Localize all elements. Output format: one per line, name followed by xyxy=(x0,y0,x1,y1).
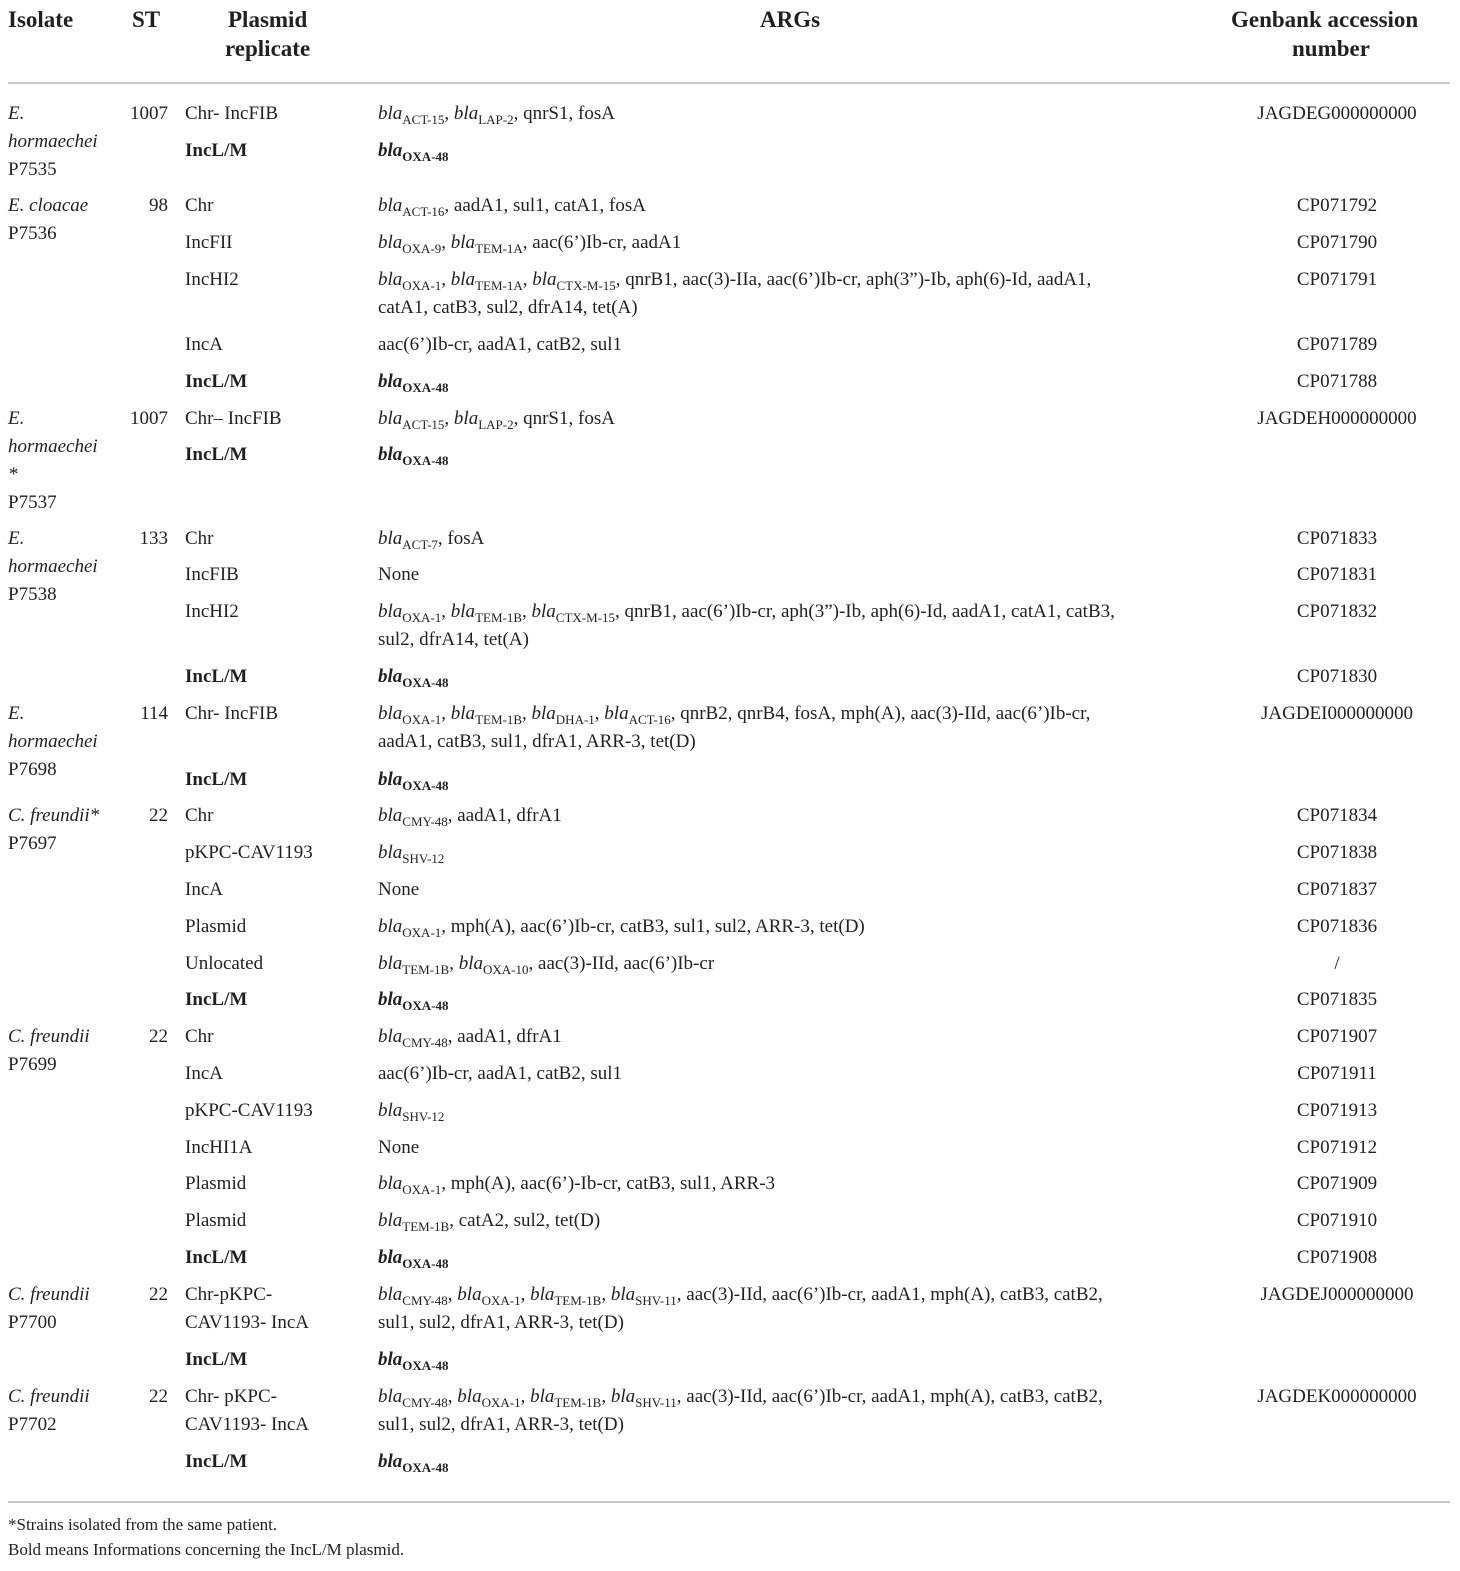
gene-subscript: OXA-48 xyxy=(402,453,449,469)
isolate-name: P7535 xyxy=(8,159,57,180)
gene-prefix: bla xyxy=(378,666,403,688)
gene-subscript: TEM-1A xyxy=(475,277,523,293)
plasmid-replicate: IncL/M xyxy=(185,1246,248,1268)
gene-subscript: OXA-1 xyxy=(481,1394,521,1410)
gene-list-text: , xyxy=(444,407,454,429)
plasmid-replicate: Chr- IncFIB xyxy=(185,703,279,725)
gene-subscript: CTX-M-15 xyxy=(555,610,616,626)
gene-subscript: CMY-48 xyxy=(402,1394,448,1410)
gene-list-text: aadA1, catB3, sul1, dfrA1, ARR-3, tet(D) xyxy=(378,731,696,753)
isolate-name: E. cloacae xyxy=(8,195,89,216)
isolate-name: P7702 xyxy=(8,1413,57,1435)
gene-prefix: bla xyxy=(378,1283,403,1305)
gene-subscript: LAP-2 xyxy=(478,416,514,432)
gene-list-text: , xyxy=(522,268,533,290)
genbank-accession: CP071831 xyxy=(1296,564,1378,586)
gene-list-text: , xyxy=(447,1283,458,1305)
header-accession-line2: number xyxy=(1292,36,1370,61)
sequence-type: 22 xyxy=(149,1283,168,1305)
plasmid-replicate: IncL/M xyxy=(185,444,248,466)
args-cell xyxy=(378,229,681,257)
gene-list-text: , aac(3)-IId, aac(6’)Ib-cr, aadA1, mph(A), catB3, catB2, xyxy=(676,1283,1103,1305)
genbank-accession: CP071913 xyxy=(1296,1099,1378,1121)
gene-prefix: bla xyxy=(457,1283,482,1305)
genbank-accession: CP071836 xyxy=(1296,915,1378,937)
genbank-accession: JAGDEK000000000 xyxy=(1257,1385,1417,1407)
gene-prefix: bla xyxy=(530,1283,555,1305)
gene-list-text: , qnrS1, fosA xyxy=(513,407,615,429)
plasmid-replicate: IncL/M xyxy=(185,666,248,688)
plasmid-replicate: IncA xyxy=(185,333,223,355)
gene-list-text: None xyxy=(378,564,420,586)
gene-prefix: bla xyxy=(378,1385,403,1407)
plasmid-replicate: Plasmid xyxy=(185,915,247,937)
gene-subscript: LAP-2 xyxy=(478,112,514,127)
args-cell xyxy=(378,1023,562,1051)
gene-subscript: DHA-1 xyxy=(555,712,595,728)
plasmid-replicate: IncL/M xyxy=(185,768,248,790)
gene-prefix: bla xyxy=(378,1349,403,1370)
args-cell xyxy=(378,1207,600,1235)
gene-subscript: SHV-11 xyxy=(635,1292,677,1308)
gene-subscript: OXA-48 xyxy=(402,148,449,164)
gene-prefix: bla xyxy=(378,407,403,429)
header-isolate: Isolate xyxy=(8,7,74,32)
args-cell xyxy=(378,1346,449,1374)
gene-prefix: bla xyxy=(378,768,403,790)
genbank-accession: CP071911 xyxy=(1297,1062,1377,1084)
gene-subscript: CMY-48 xyxy=(402,814,448,830)
genbank-accession: JAGDEG000000000 xyxy=(1257,103,1417,124)
gene-subscript: TEM-1B xyxy=(402,1219,450,1235)
isolate-name: P7537 xyxy=(8,491,57,513)
isolate-name: P7697 xyxy=(8,833,57,855)
gene-subscript: OXA-1 xyxy=(402,712,442,728)
gene-subscript: ACT-15 xyxy=(402,416,445,432)
args-cell xyxy=(378,1448,449,1476)
sequence-type: 1007 xyxy=(130,407,168,429)
gene-prefix: bla xyxy=(378,1246,403,1268)
footnote-patient: *Strains isolated from the same patient. xyxy=(8,1515,278,1534)
header-st: ST xyxy=(132,7,161,32)
plasmid-replicate: IncHI2 xyxy=(185,268,239,290)
genbank-accession: CP071791 xyxy=(1296,268,1378,290)
sequence-type: 22 xyxy=(149,1026,168,1048)
args-cell xyxy=(378,368,449,396)
header-args: ARGs xyxy=(760,7,821,32)
args-cell xyxy=(378,626,529,654)
gene-prefix: bla xyxy=(532,268,557,290)
isolate-name: P7538 xyxy=(8,583,57,605)
plasmid-replicate: pKPC-CAV1193 xyxy=(185,1099,313,1121)
gene-list-text: , xyxy=(441,703,451,725)
plasmid-replicate: Chr xyxy=(185,195,214,216)
genbank-accession: / xyxy=(1334,952,1340,974)
args-cell xyxy=(378,728,696,756)
gene-prefix: bla xyxy=(531,703,556,725)
plasmid-replicate: IncL/M xyxy=(185,139,248,161)
isolate-name: * xyxy=(8,463,18,485)
args-cell xyxy=(378,1309,624,1337)
gene-subscript: ACT-7 xyxy=(402,536,438,552)
args-cell xyxy=(378,1170,775,1198)
gene-prefix: bla xyxy=(378,103,403,124)
isolate-name: hormaechei xyxy=(8,555,98,577)
sequence-type: 22 xyxy=(149,805,168,827)
args-cell xyxy=(378,1383,1103,1411)
args-cell xyxy=(378,766,449,794)
gene-list-text: , aadA1, dfrA1 xyxy=(447,805,562,827)
args-cell xyxy=(378,950,714,978)
gene-prefix: bla xyxy=(378,370,403,392)
gene-subscript: OXA-48 xyxy=(402,379,449,395)
plasmid-replicate: Chr– IncFIB xyxy=(185,407,282,429)
gene-list-text: , xyxy=(441,268,451,290)
gene-prefix: bla xyxy=(450,601,476,623)
genbank-accession: CP071789 xyxy=(1296,333,1378,355)
gene-subscript: OXA-1 xyxy=(402,1182,442,1198)
args-cell xyxy=(378,331,622,359)
gene-subscript: OXA-48 xyxy=(402,1460,449,1476)
plasmid-replicate: Chr xyxy=(185,527,214,549)
isolate-name: E. xyxy=(8,703,25,725)
gene-subscript: ACT-16 xyxy=(628,712,671,728)
isolate-name: C. freundii xyxy=(8,1026,90,1048)
gene-subscript: CMY-48 xyxy=(402,1292,448,1308)
plasmid-replicate: IncL/M xyxy=(185,370,248,392)
sequence-type: 133 xyxy=(139,527,168,549)
gene-prefix: bla xyxy=(378,952,403,974)
gene-list-text: , aac(3)-IId, aac(6’)Ib-cr, aadA1, mph(A), catB3, catB2, xyxy=(676,1385,1103,1407)
args-cell xyxy=(378,1060,622,1088)
gene-list-text: , qnrB1, aac(3)-IIa, aac(6’)Ib-cr, aph(3”)-Ib, aph(6)-Id, aadA1, xyxy=(615,268,1092,290)
plasmid-replicate: Chr xyxy=(185,805,214,827)
gene-list-text: None xyxy=(378,878,420,900)
footer-rule xyxy=(8,1501,1450,1503)
isolate-name: C. freundii* xyxy=(8,805,100,827)
gene-prefix: bla xyxy=(610,1385,636,1407)
gene-subscript: TEM-1B xyxy=(475,712,523,728)
gene-subscript: OXA-48 xyxy=(402,1255,449,1271)
gene-subscript: OXA-1 xyxy=(402,924,442,940)
header-plasmid-line2: replicate xyxy=(225,36,311,61)
sequence-type: 1007 xyxy=(130,103,168,124)
gene-prefix: bla xyxy=(378,195,403,216)
gene-list-text: , qnrS1, fosA xyxy=(513,103,615,124)
genbank-accession: CP071834 xyxy=(1296,805,1378,827)
gene-subscript: TEM-1B xyxy=(554,1394,602,1410)
plasmid-replicate: IncHI2 xyxy=(185,601,239,623)
isolate-name: hormaechei xyxy=(8,435,98,457)
gene-subscript: CTX-M-15 xyxy=(556,277,616,293)
isolate-name: C. freundii xyxy=(8,1283,90,1305)
gene-list-text: , qnrB2, qnrB4, fosA, mph(A), aac(3)-IId, aac(6’)Ib-cr, xyxy=(670,703,1091,725)
gene-prefix: bla xyxy=(378,527,403,549)
gene-list-text: sul1, sul2, dfrA1, ARR-3, tet(D) xyxy=(378,1413,624,1435)
gene-prefix: bla xyxy=(458,952,484,974)
genbank-accession: CP071837 xyxy=(1296,878,1378,900)
args-cell xyxy=(378,137,449,165)
plasmid-replicate: IncL/M xyxy=(185,1451,248,1473)
isolate-name: hormaechei xyxy=(8,131,98,152)
gene-prefix: bla xyxy=(378,842,403,864)
sequence-type: 98 xyxy=(149,195,168,216)
genbank-accession: JAGDEI000000000 xyxy=(1261,703,1413,725)
gene-subscript: SHV-12 xyxy=(402,1108,445,1124)
gene-subscript: OXA-48 xyxy=(402,777,449,793)
isolate-name: E. xyxy=(8,103,25,124)
args-cell xyxy=(378,192,646,220)
gene-list-text: None xyxy=(378,1136,420,1158)
args-cell xyxy=(378,100,615,128)
genbank-accession: CP071909 xyxy=(1296,1173,1378,1195)
genbank-accession: CP071908 xyxy=(1296,1246,1378,1268)
header-plasmid-line1: Plasmid xyxy=(228,7,308,32)
plasmid-replicate: Chr xyxy=(185,1026,214,1048)
genbank-accession: CP071833 xyxy=(1296,527,1378,549)
genbank-accession: CP071912 xyxy=(1296,1136,1378,1158)
gene-prefix: bla xyxy=(378,1026,403,1048)
args-cell xyxy=(378,266,1091,294)
gene-list-text: , qnrB1, aac(6’)Ib-cr, aph(3”)-Ib, aph(6)-Id, aadA1, catA1, catB3, xyxy=(615,601,1115,623)
args-cell xyxy=(378,986,449,1014)
gene-prefix: bla xyxy=(378,268,403,290)
gene-list-text: , xyxy=(601,1385,611,1407)
plasmid-replicate: IncL/M xyxy=(185,1349,248,1370)
gene-prefix: bla xyxy=(453,407,479,429)
gene-subscript: TEM-1B xyxy=(402,961,450,977)
gene-prefix: bla xyxy=(378,1173,403,1195)
genbank-accession: CP071838 xyxy=(1296,842,1378,864)
gene-prefix: bla xyxy=(378,1210,403,1232)
args-cell xyxy=(378,913,865,941)
genbank-accession: CP071790 xyxy=(1296,231,1378,253)
gene-prefix: bla xyxy=(531,601,556,623)
plasmid-replicate: Plasmid xyxy=(185,1210,247,1232)
gene-subscript: OXA-48 xyxy=(402,675,449,691)
genbank-accession: CP071830 xyxy=(1296,666,1378,688)
plasmid-replicate: CAV1193- IncA xyxy=(185,1413,310,1435)
gene-prefix: bla xyxy=(378,1099,403,1121)
args-cell xyxy=(378,294,638,322)
gene-subscript: OXA-1 xyxy=(402,277,442,293)
gene-subscript: CMY-48 xyxy=(402,1035,448,1051)
gene-list-text: , fosA xyxy=(437,527,485,549)
isolate-name: hormaechei xyxy=(8,731,98,753)
plasmid-replicate: IncA xyxy=(185,878,223,900)
gene-prefix: bla xyxy=(450,703,476,725)
gene-list-text: , xyxy=(522,703,532,725)
sequence-type: 22 xyxy=(149,1385,168,1407)
gene-subscript: OXA-9 xyxy=(402,240,442,256)
genbank-accession: CP071907 xyxy=(1296,1026,1378,1048)
gene-prefix: bla xyxy=(450,231,476,253)
gene-subscript: SHV-11 xyxy=(635,1394,677,1410)
args-cell xyxy=(378,839,444,867)
genbank-accession: JAGDEJ000000000 xyxy=(1260,1283,1414,1305)
sequence-type: 114 xyxy=(140,703,168,725)
args-cell xyxy=(378,700,1090,728)
gene-prefix: bla xyxy=(453,103,479,124)
args-cell xyxy=(378,802,562,830)
gene-prefix: bla xyxy=(378,1451,403,1473)
args-cell xyxy=(378,663,449,691)
gene-list-text: catA1, catB3, sul2, dfrA14, tet(A) xyxy=(378,296,638,318)
plasmid-replicate: IncFIB xyxy=(185,564,239,586)
gene-subscript: ACT-16 xyxy=(402,204,445,219)
gene-list-text: , xyxy=(601,1283,611,1305)
gene-list-text: , xyxy=(441,601,451,623)
plasmid-replicate: CAV1193- IncA xyxy=(185,1311,310,1333)
gene-subscript: ACT-15 xyxy=(402,112,445,127)
gene-prefix: bla xyxy=(530,1385,555,1407)
plasmid-replicate: IncHI1A xyxy=(185,1136,253,1158)
gene-prefix: bla xyxy=(450,268,476,290)
args-cell xyxy=(378,1097,444,1125)
gene-list-text: , xyxy=(520,1283,531,1305)
isolate-name: P7536 xyxy=(8,223,57,244)
gene-list-text: , xyxy=(594,703,605,725)
args-cell xyxy=(378,598,1115,626)
gene-list-text: , aac(3)-IId, aac(6’)Ib-cr xyxy=(528,952,715,974)
gene-list-text: , mph(A), aac(6’)Ib-cr, catB3, sul1, sul2, ARR-3, tet(D) xyxy=(441,915,865,937)
gene-subscript: TEM-1B xyxy=(475,610,523,626)
gene-subscript: SHV-12 xyxy=(402,851,445,867)
gene-prefix: bla xyxy=(378,805,403,827)
gene-list-text: , aac(6’)Ib-cr, aadA1 xyxy=(522,231,682,253)
gene-subscript: OXA-48 xyxy=(402,1358,449,1373)
gene-list-text: , xyxy=(522,601,532,623)
genbank-accession: CP071792 xyxy=(1296,195,1378,216)
gene-list-text: , catA2, sul2, tet(D) xyxy=(449,1210,601,1232)
gene-list-text: , xyxy=(441,231,451,253)
gene-subscript: TEM-1B xyxy=(554,1292,602,1308)
header-accession-line1: Genbank accession xyxy=(1231,7,1419,32)
gene-prefix: bla xyxy=(378,139,403,161)
gene-subscript: TEM-1A xyxy=(475,240,523,256)
isolate-name: E. xyxy=(8,527,25,549)
plasmid-replicate: Plasmid xyxy=(185,1173,247,1195)
gene-subscript: OXA-48 xyxy=(402,998,449,1014)
genbank-accession: JAGDEH000000000 xyxy=(1257,407,1417,429)
gene-prefix: bla xyxy=(610,1283,636,1305)
args-cell xyxy=(378,441,449,469)
gene-subscript: OXA-1 xyxy=(481,1292,521,1308)
isolate-name: P7699 xyxy=(8,1054,57,1076)
gene-subscript: OXA-10 xyxy=(483,961,529,977)
isolate-name: P7698 xyxy=(8,759,57,781)
gene-list-text: aac(6’)Ib-cr, aadA1, catB2, sul1 xyxy=(378,1062,623,1084)
gene-prefix: bla xyxy=(378,915,403,937)
gene-list-text: , xyxy=(449,952,459,974)
plasmid-replicate: Chr-pKPC- xyxy=(185,1283,273,1305)
args-cell xyxy=(378,1134,419,1162)
gene-prefix: bla xyxy=(457,1385,482,1407)
plasmid-replicate: IncFII xyxy=(185,231,233,253)
args-cell xyxy=(378,876,419,904)
gene-prefix: bla xyxy=(378,231,403,253)
genbank-accession: CP071832 xyxy=(1296,601,1378,623)
isolate-name: C. freundii xyxy=(8,1385,90,1407)
plasmid-replicate: Chr- IncFIB xyxy=(185,103,279,124)
gene-prefix: bla xyxy=(378,703,403,725)
args-cell xyxy=(378,1281,1103,1309)
args-cell xyxy=(378,525,484,553)
header-rule xyxy=(8,82,1450,84)
gene-list-text: , xyxy=(444,103,454,124)
gene-list-text: , mph(A), aac(6’)-Ib-cr, catB3, sul1, ARR-3 xyxy=(441,1173,776,1195)
args-cell xyxy=(378,1411,624,1439)
plasmid-replicate: IncA xyxy=(185,1062,223,1084)
args-cell xyxy=(378,1244,449,1272)
isolate-name: E. xyxy=(8,407,25,429)
isolate-name: P7700 xyxy=(8,1311,57,1333)
gene-prefix: bla xyxy=(378,989,403,1011)
args-cell xyxy=(378,405,615,433)
gene-subscript: OXA-1 xyxy=(402,610,442,626)
genbank-accession: CP071788 xyxy=(1296,370,1378,392)
plasmid-replicate: IncL/M xyxy=(185,989,248,1011)
gene-list-text: , xyxy=(520,1385,531,1407)
genbank-accession: CP071910 xyxy=(1296,1210,1378,1232)
gene-prefix: bla xyxy=(378,601,403,623)
args-cell xyxy=(378,561,419,589)
plasmid-replicate: Unlocated xyxy=(185,952,264,974)
footnote-bold: Bold means Informations concerning the IncL/M plasmid. xyxy=(8,1540,405,1559)
gene-list-text: , xyxy=(447,1385,458,1407)
plasmid-replicate: pKPC-CAV1193 xyxy=(185,842,313,864)
gene-list-text: sul1, sul2, dfrA1, ARR-3, tet(D) xyxy=(378,1311,624,1333)
gene-prefix: bla xyxy=(604,703,629,725)
plasmid-replicate: Chr- pKPC- xyxy=(185,1385,277,1407)
gene-list-text: , aadA1, sul1, catA1, fosA xyxy=(444,195,646,216)
gene-list-text: sul2, dfrA14, tet(A) xyxy=(378,629,529,651)
gene-list-text: , aadA1, dfrA1 xyxy=(447,1026,562,1048)
gene-list-text: aac(6’)Ib-cr, aadA1, catB2, sul1 xyxy=(378,333,623,355)
gene-prefix: bla xyxy=(378,444,403,466)
genbank-accession: CP071835 xyxy=(1296,989,1378,1011)
